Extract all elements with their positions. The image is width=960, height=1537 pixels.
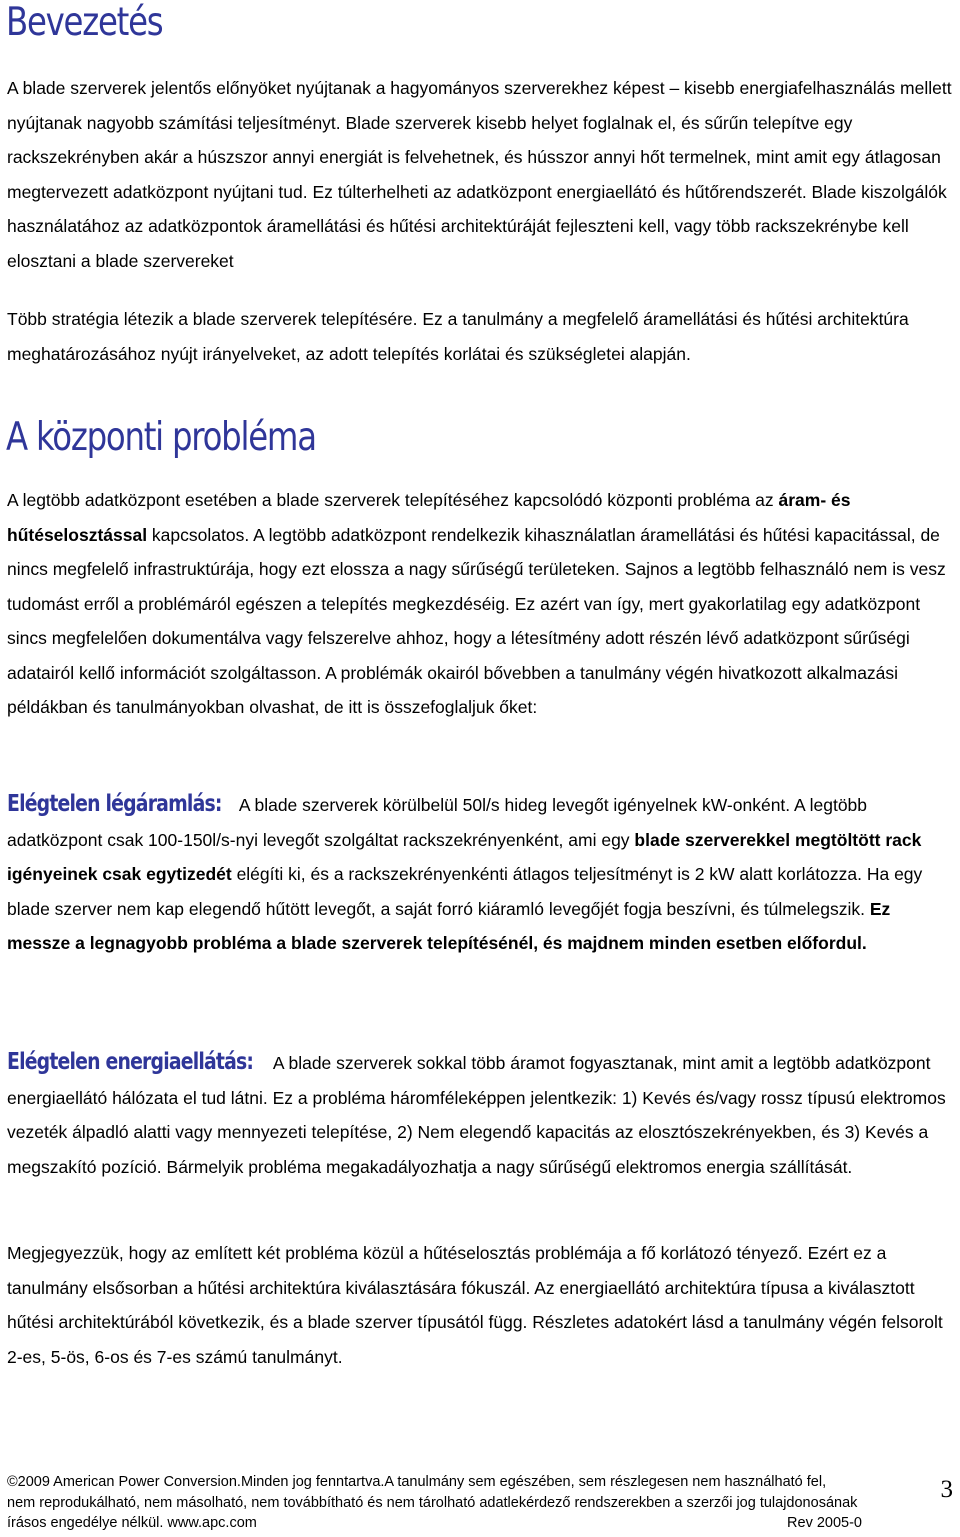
intro-paragraph-1 [7,71,957,278]
footer-copyright-line-3: írásos engedélye nélkül. www.apc.com [7,1515,257,1531]
revision-label: Rev 2005-0 [787,1515,862,1531]
central-problem-paragraph [7,483,957,725]
footer [7,1472,867,1534]
central-text-c: kapcsolatos. A legtöbb adatközpont rendelkezik kihasználatlan áramellátási és hűtési kapacitással, de nincs megfelelő infrastruktúrája, hogy ezt elossza a nagy sűrűségű területeken. Sajnos a legtöbb felhasználó nem is vesz tudomást erről a problémáról egészen a telepítés megkezdéséig. Ez azért van így, mert gyakorlatilag egy adatközpont sincs megfelelően dokumentálva vagy felszerelve ahhoz, hogy a létesítmény adott részén lévő adatközpont sűrűségi adatairól kellő információt szolgáltasson. A problémák okairól bővebben a tanulmány végén hivatkozott alkalmazási példákban és tanulmányokban olvashat, de itt is összefoglaljuk őket: [7,524,946,717]
intro-paragraph-2: Több stratégia létezik a blade szerverek telepítésére. Ez a tanulmány a megfelelő áramellátási és hűtési architektúra meghatározásához nyújt irányelveket, az adott telepítés korlátai és szükségletei alapján. [7,309,909,364]
airflow-paragraph [7,787,957,961]
airflow-text-bold-1: blade szerverekkel megtöltött rack igényeinek csak egytizedét [7,829,922,884]
airflow-text-c: elégíti ki, és a rackszekrényenkénti átlagos teljesítményt is 2 kW alatt korlátozza. Ha egy blade szerver nem kap elegendő hűtött levegőt, a saját forró kiáramló levegőjét fogja beszívni, és túlmelegszik. [7,864,923,919]
airflow-text-bold-2: Ez messze a legnagyobb probléma a blade szerverek telepítésénél, és majdnem minden esetben előfordul. [7,898,891,953]
note-paragraph: Megjegyezzük, hogy az említett két probléma közül a hűtéselosztás problémája a fő korlátozó tényező. Ezért ez a tanulmány elsősorban a hűtési architektúra kiválasztására fókuszál. Az energiaellátó architektúra típusa a kiválasztott hűtési architektúrából következik, és a blade szerver típusától függ. Részletes adatokért lásd a tanulmány végén felsorolt 2-es, 5-ös, 6-os és 7-es számú tanulmányt. [7,1243,943,1367]
footer-line-3 [7,1513,867,1534]
power-subheading: Elégtelen energiaellátás: [7,1049,254,1075]
intro-p1-text-2: Ez túlterhelheti az adatközpont energiaellátó és hűtőrendszerét. Blade kiszolgálók használatához az adatközpontok áramellátási és hűtési architektúráját fejleszteni kell, vagy több rackszekrénybe kell elosztani a blade szervereket [7,181,947,271]
airflow-subheading: Elégtelen légáramlás: [7,791,222,817]
footer-copyright-line-2: nem reprodukálható, nem másolható, nem továbbítható és nem tárolható adatlekérdező rendszerekben a szerzői jog tulajdonosának [7,1494,858,1511]
intro-p1-text: A blade szerverek jelentős előnyöket nyújtanak a hagyományos szerverekhez képest – kisebb energiafelhasználás mellett nyújtanak nagyobb számítási teljesítményt. Blade szerverek kisebb helyet foglalnak el, és sűrűn telepítve egy rackszekrényben akár a húszszor annyi energiát is felvehetnek, és hússzor annyi hőt termelnek, mint amit egy átlagosan megtervezett adatközpont nyújtani tud. [7,78,952,202]
power-label-wrap [7,1045,269,1081]
central-text-bold: áram- és hűtéselosztással [7,490,851,545]
page-number: 3 [940,1476,953,1503]
power-paragraph [7,1045,957,1184]
airflow-label-wrap [7,787,235,823]
power-text: A blade szerverek sokkal több áramot fogyasztanak, mint amit a legtöbb adatközpont energiaellátó hálózata el tud látni. Ez a probléma háromféleképpen jelentkezik: 1) Kevés és/vagy rossz típusú elektromos vezeték álpadló alatti vagy mennyezeti telepítése, 2) Nem elegendő kapacitás az elosztószekrényekben, és 3) Kevés a megszakító pozíció. Bármelyik probléma megakadályozhatja a nagy sűrűségű elektromos energia szállítását. [7,1053,946,1177]
section-title-kozponti-problema: A központi probléma [6,415,316,460]
footer-copyright-line-1: ©2009 American Power Conversion.Minden jog fenntartva.A tanulmány sem egészében, sem részlegesen nem használható fel, [7,1474,827,1490]
airflow-text-a: A blade szerverek körülbelül 50l/s hideg levegőt igényelnek kW-onként. A legtöbb adatközpont csak 100-150l/s-nyi levegőt szolgáltat rackszekrényenként, ami egy [7,795,868,850]
central-text-a: A legtöbb adatközpont esetében a blade szerverek telepítéséhez kapcsolódó központi probléma az [7,490,779,510]
section-title-bevezetes: Bevezetés [6,0,163,45]
